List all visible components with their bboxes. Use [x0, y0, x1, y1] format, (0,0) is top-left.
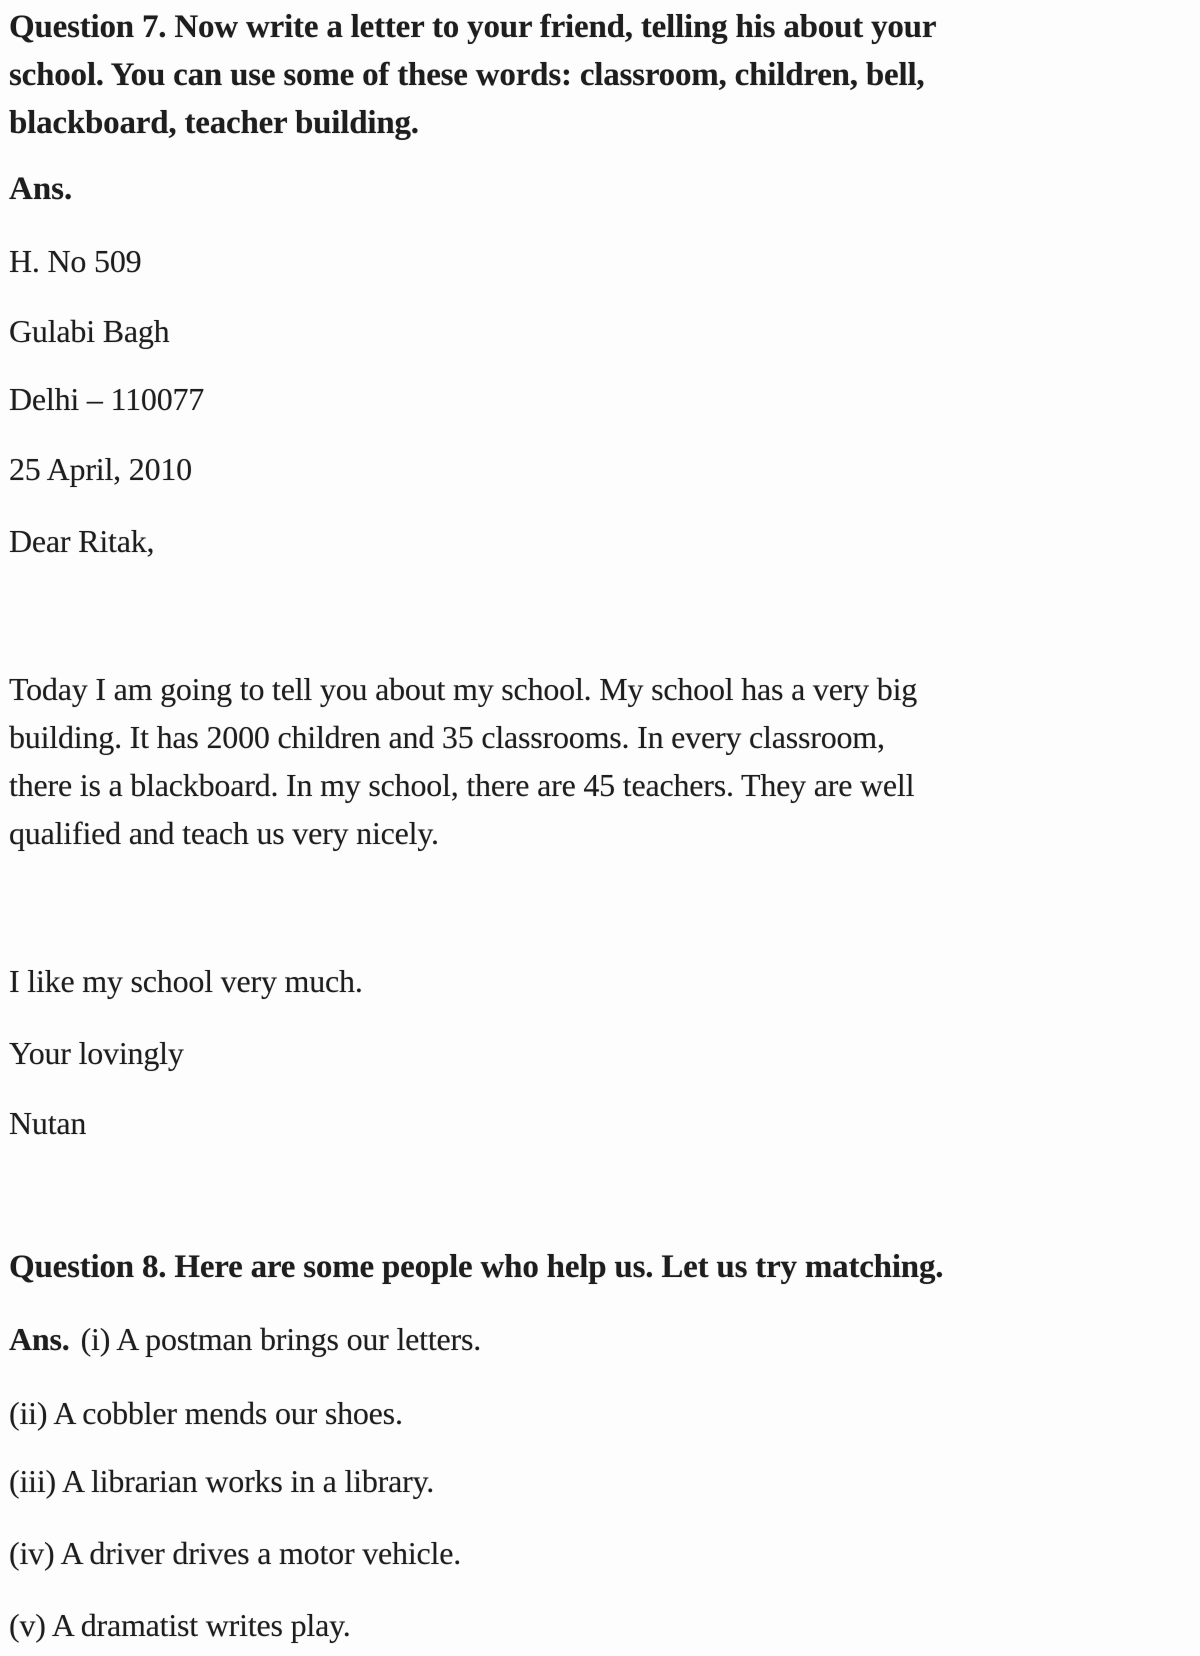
letter-salutation: Dear Ritak,	[9, 523, 155, 559]
question8-heading: Question 8. Here are some people who help us. Let us try matching.	[9, 1249, 944, 1285]
letter-address-line-2: Gulabi Bagh	[9, 313, 170, 349]
letter-signoff: Your lovingly	[9, 1035, 184, 1071]
question7-heading	[9, 3, 1188, 147]
question8-answer-item-2: (ii) A cobbler mends our shoes.	[9, 1395, 403, 1431]
question8-answer-first-line	[9, 1315, 1188, 1363]
question8-answer-item-5: (v) A dramatist writes play.	[9, 1607, 351, 1643]
letter-body-line-2: building. It has 2000 children and 35 classrooms. In every classroom,	[9, 719, 885, 755]
letter-date-line: 25 April, 2010	[9, 451, 192, 487]
letter-signature: Nutan	[9, 1105, 87, 1141]
question7-ans-label: Ans.	[9, 171, 73, 207]
letter-body-line-3: there is a blackboard. In my school, there are 45 teachers. They are well	[9, 767, 915, 803]
letter-body-line-1: Today I am going to tell you about my school. My school has a very big	[9, 671, 918, 707]
question8-ans-label: Ans.	[9, 1321, 70, 1357]
question8-answer-item-3: (iii) A librarian works in a library.	[9, 1463, 435, 1499]
letter-body-paragraph	[9, 665, 1188, 857]
letter-address-line-1: H. No 509	[9, 243, 142, 279]
letter-body-line-4: qualified and teach us very nicely.	[9, 815, 439, 851]
question8-answer-item-4: (iv) A driver drives a motor vehicle.	[9, 1535, 462, 1571]
question7-heading-line-3: blackboard, teacher building.	[9, 105, 419, 141]
letter-address-line-3: Delhi – 110077	[9, 381, 205, 417]
question8-answer-item-1: (i) A postman brings our letters.	[80, 1321, 482, 1357]
question7-heading-line-1: Question 7. Now write a letter to your friend, telling his about your	[9, 9, 937, 45]
letter-closing-line: I like my school very much.	[9, 963, 363, 999]
question7-heading-line-2: school. You can use some of these words: classroom, children, bell,	[9, 57, 925, 93]
